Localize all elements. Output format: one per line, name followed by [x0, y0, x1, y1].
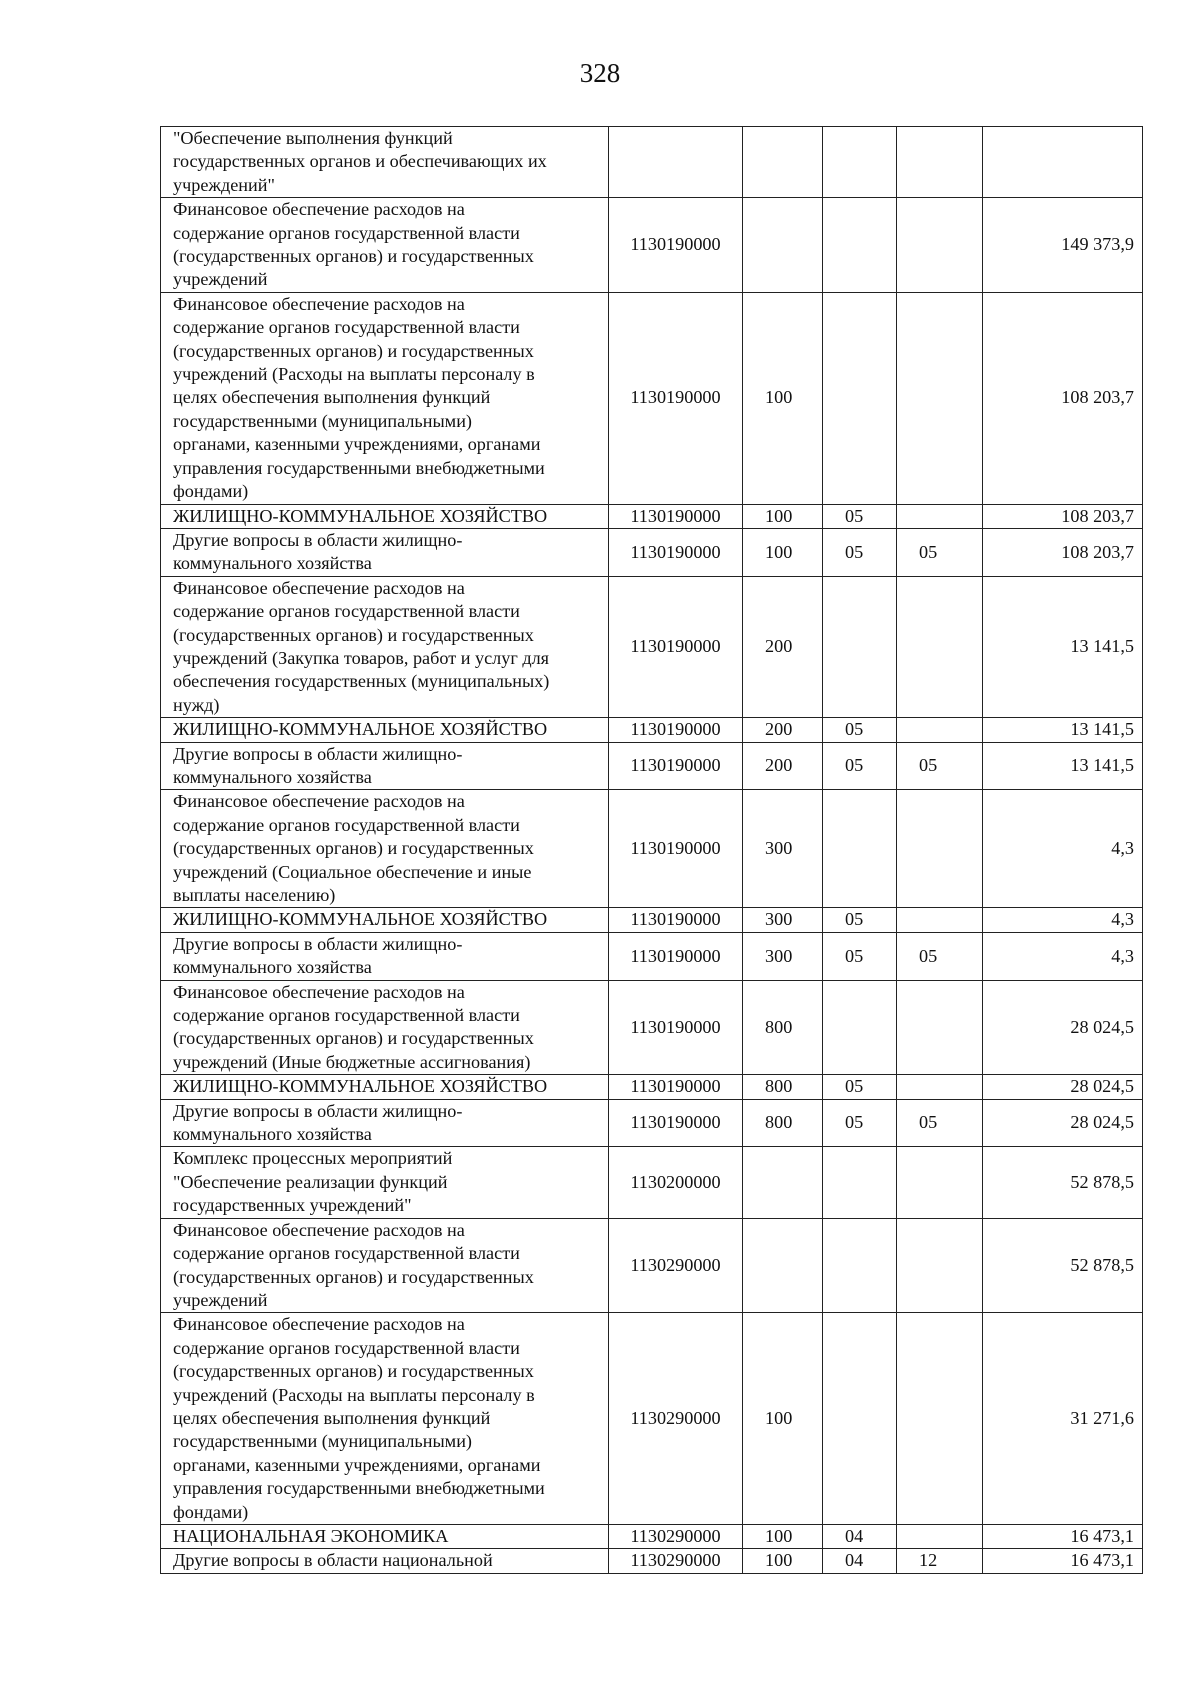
row-subsection: [897, 1075, 983, 1099]
row-subsection: [897, 908, 983, 932]
table-row: [161, 504, 1143, 528]
page-number: 328: [579, 58, 621, 88]
row-target-code: 1130190000: [609, 504, 743, 528]
row-subsection: [897, 292, 983, 504]
row-target-code: 1130190000: [609, 790, 743, 908]
row-amount: 13 141,5: [983, 718, 1143, 742]
row-target-code: [609, 127, 743, 198]
row-amount: 4,3: [983, 932, 1143, 980]
row-amount: 28 024,5: [983, 980, 1143, 1075]
row-amount: 13 141,5: [983, 576, 1143, 717]
row-target-code: 1130290000: [609, 1218, 743, 1313]
row-subsection: [897, 198, 983, 293]
table-row: [161, 528, 1143, 576]
row-target-code: 1130190000: [609, 742, 743, 790]
row-expense-type: 100: [743, 1524, 823, 1548]
row-expense-type: [743, 1147, 823, 1218]
row-section: 05: [823, 908, 897, 932]
row-name: "Обеспечение выполнения функций государственных органов и обеспечивающих их учреждений": [161, 127, 609, 198]
row-subsection: [897, 790, 983, 908]
row-name: Другие вопросы в области жилищно- коммунального хозяйства: [161, 932, 609, 980]
row-amount: 108 203,7: [983, 528, 1143, 576]
row-subsection: [897, 127, 983, 198]
table-row: [161, 1524, 1143, 1548]
table-row: [161, 908, 1143, 932]
row-name: Финансовое обеспечение расходов на содержание органов государственной власти (государственных органов) и государственных учреждений (Расходы на выплаты персоналу в целях обеспечения выполнения функций государственными (муниципальными) органами, казенными учреждениями, органами управления государственными внебюджетными фондами): [161, 1313, 609, 1525]
table-row: [161, 1218, 1143, 1313]
row-amount: 13 141,5: [983, 742, 1143, 790]
row-section: [823, 198, 897, 293]
budget-table-body: [161, 127, 1143, 1574]
row-subsection: [897, 1313, 983, 1525]
row-section: [823, 127, 897, 198]
row-subsection: [897, 576, 983, 717]
row-subsection: 12: [897, 1549, 983, 1573]
row-target-code: 1130190000: [609, 932, 743, 980]
row-amount: 52 878,5: [983, 1147, 1143, 1218]
row-target-code: 1130190000: [609, 292, 743, 504]
table-row: [161, 1313, 1143, 1525]
row-target-code: 1130290000: [609, 1313, 743, 1525]
budget-table: [160, 126, 1143, 1574]
row-expense-type: 100: [743, 528, 823, 576]
row-expense-type: 300: [743, 790, 823, 908]
row-expense-type: 300: [743, 908, 823, 932]
row-name: Финансовое обеспечение расходов на содержание органов государственной власти (государственных органов) и государственных учреждений (Закупка товаров, работ и услуг для обеспечения государственных (муниципальных) нужд): [161, 576, 609, 717]
row-amount: 31 271,6: [983, 1313, 1143, 1525]
row-target-code: 1130290000: [609, 1524, 743, 1548]
row-target-code: 1130190000: [609, 908, 743, 932]
row-name: Финансовое обеспечение расходов на содержание органов государственной власти (государственных органов) и государственных учреждений (Социальное обеспечение и иные выплаты населению): [161, 790, 609, 908]
row-expense-type: 800: [743, 1099, 823, 1147]
table-row: [161, 292, 1143, 504]
row-section: 04: [823, 1524, 897, 1548]
table-row: [161, 1549, 1143, 1573]
table-row: [161, 198, 1143, 293]
table-row: [161, 932, 1143, 980]
row-name: ЖИЛИЩНО-КОММУНАЛЬНОЕ ХОЗЯЙСТВО: [161, 718, 609, 742]
row-amount: 16 473,1: [983, 1524, 1143, 1548]
row-name: Финансовое обеспечение расходов на содержание органов государственной власти (государственных органов) и государственных учреждений: [161, 198, 609, 293]
row-subsection: 05: [897, 528, 983, 576]
table-row: [161, 1099, 1143, 1147]
row-expense-type: 800: [743, 1075, 823, 1099]
row-subsection: [897, 1218, 983, 1313]
row-section: 05: [823, 718, 897, 742]
row-name: Другие вопросы в области жилищно- коммунального хозяйства: [161, 1099, 609, 1147]
row-name: Комплекс процессных мероприятий "Обеспечение реализации функций государственных учреждений": [161, 1147, 609, 1218]
row-subsection: [897, 718, 983, 742]
row-expense-type: 100: [743, 1313, 823, 1525]
table-row: [161, 1147, 1143, 1218]
row-section: 05: [823, 742, 897, 790]
row-subsection: 05: [897, 1099, 983, 1147]
table-row: [161, 790, 1143, 908]
row-amount: 28 024,5: [983, 1075, 1143, 1099]
row-target-code: 1130190000: [609, 1075, 743, 1099]
row-section: [823, 1218, 897, 1313]
table-row: [161, 718, 1143, 742]
row-expense-type: [743, 198, 823, 293]
row-section: [823, 980, 897, 1075]
row-section: [823, 576, 897, 717]
row-section: [823, 1313, 897, 1525]
row-target-code: 1130190000: [609, 528, 743, 576]
table-row: [161, 576, 1143, 717]
row-target-code: 1130190000: [609, 718, 743, 742]
row-amount: 4,3: [983, 790, 1143, 908]
row-expense-type: 300: [743, 932, 823, 980]
row-section: 05: [823, 1075, 897, 1099]
row-amount: 4,3: [983, 908, 1143, 932]
row-name: ЖИЛИЩНО-КОММУНАЛЬНОЕ ХОЗЯЙСТВО: [161, 504, 609, 528]
row-name: Другие вопросы в области жилищно- коммунального хозяйства: [161, 528, 609, 576]
row-amount: 149 373,9: [983, 198, 1143, 293]
row-target-code: 1130190000: [609, 1099, 743, 1147]
row-section: 05: [823, 504, 897, 528]
row-name: Финансовое обеспечение расходов на содержание органов государственной власти (государственных органов) и государственных учреждений: [161, 1218, 609, 1313]
row-subsection: [897, 1524, 983, 1548]
row-expense-type: 200: [743, 718, 823, 742]
row-expense-type: 100: [743, 504, 823, 528]
row-name: Финансовое обеспечение расходов на содержание органов государственной власти (государственных органов) и государственных учреждений (Расходы на выплаты персоналу в целях обеспечения выполнения функций государственными (муниципальными) органами, казенными учреждениями, органами управления государственными внебюджетными фондами): [161, 292, 609, 504]
row-amount: 16 473,1: [983, 1549, 1143, 1573]
row-expense-type: 800: [743, 980, 823, 1075]
row-expense-type: [743, 127, 823, 198]
row-amount: [983, 127, 1143, 198]
table-row: [161, 127, 1143, 198]
row-section: 04: [823, 1549, 897, 1573]
row-section: [823, 790, 897, 908]
row-subsection: [897, 504, 983, 528]
row-name: Финансовое обеспечение расходов на содержание органов государственной власти (государственных органов) и государственных учреждений (Иные бюджетные ассигнования): [161, 980, 609, 1075]
row-amount: 52 878,5: [983, 1218, 1143, 1313]
row-name: НАЦИОНАЛЬНАЯ ЭКОНОМИКА: [161, 1524, 609, 1548]
row-expense-type: 200: [743, 576, 823, 717]
row-section: [823, 1147, 897, 1218]
row-subsection: [897, 1147, 983, 1218]
row-target-code: 1130190000: [609, 576, 743, 717]
row-amount: 28 024,5: [983, 1099, 1143, 1147]
row-subsection: 05: [897, 742, 983, 790]
row-target-code: 1130190000: [609, 198, 743, 293]
row-subsection: 05: [897, 932, 983, 980]
row-target-code: 1130190000: [609, 980, 743, 1075]
row-name: ЖИЛИЩНО-КОММУНАЛЬНОЕ ХОЗЯЙСТВО: [161, 908, 609, 932]
row-subsection: [897, 980, 983, 1075]
row-amount: 108 203,7: [983, 504, 1143, 528]
row-section: 05: [823, 932, 897, 980]
row-target-code: 1130200000: [609, 1147, 743, 1218]
row-amount: 108 203,7: [983, 292, 1143, 504]
table-row: [161, 742, 1143, 790]
table-row: [161, 980, 1143, 1075]
row-expense-type: 200: [743, 742, 823, 790]
row-target-code: 1130290000: [609, 1549, 743, 1573]
row-section: [823, 292, 897, 504]
row-section: 05: [823, 528, 897, 576]
row-expense-type: 100: [743, 1549, 823, 1573]
table-row: [161, 1075, 1143, 1099]
row-section: 05: [823, 1099, 897, 1147]
row-expense-type: 100: [743, 292, 823, 504]
row-expense-type: [743, 1218, 823, 1313]
row-name: Другие вопросы в области жилищно- коммунального хозяйства: [161, 742, 609, 790]
row-name: Другие вопросы в области национальной: [161, 1549, 609, 1573]
row-name: ЖИЛИЩНО-КОММУНАЛЬНОЕ ХОЗЯЙСТВО: [161, 1075, 609, 1099]
